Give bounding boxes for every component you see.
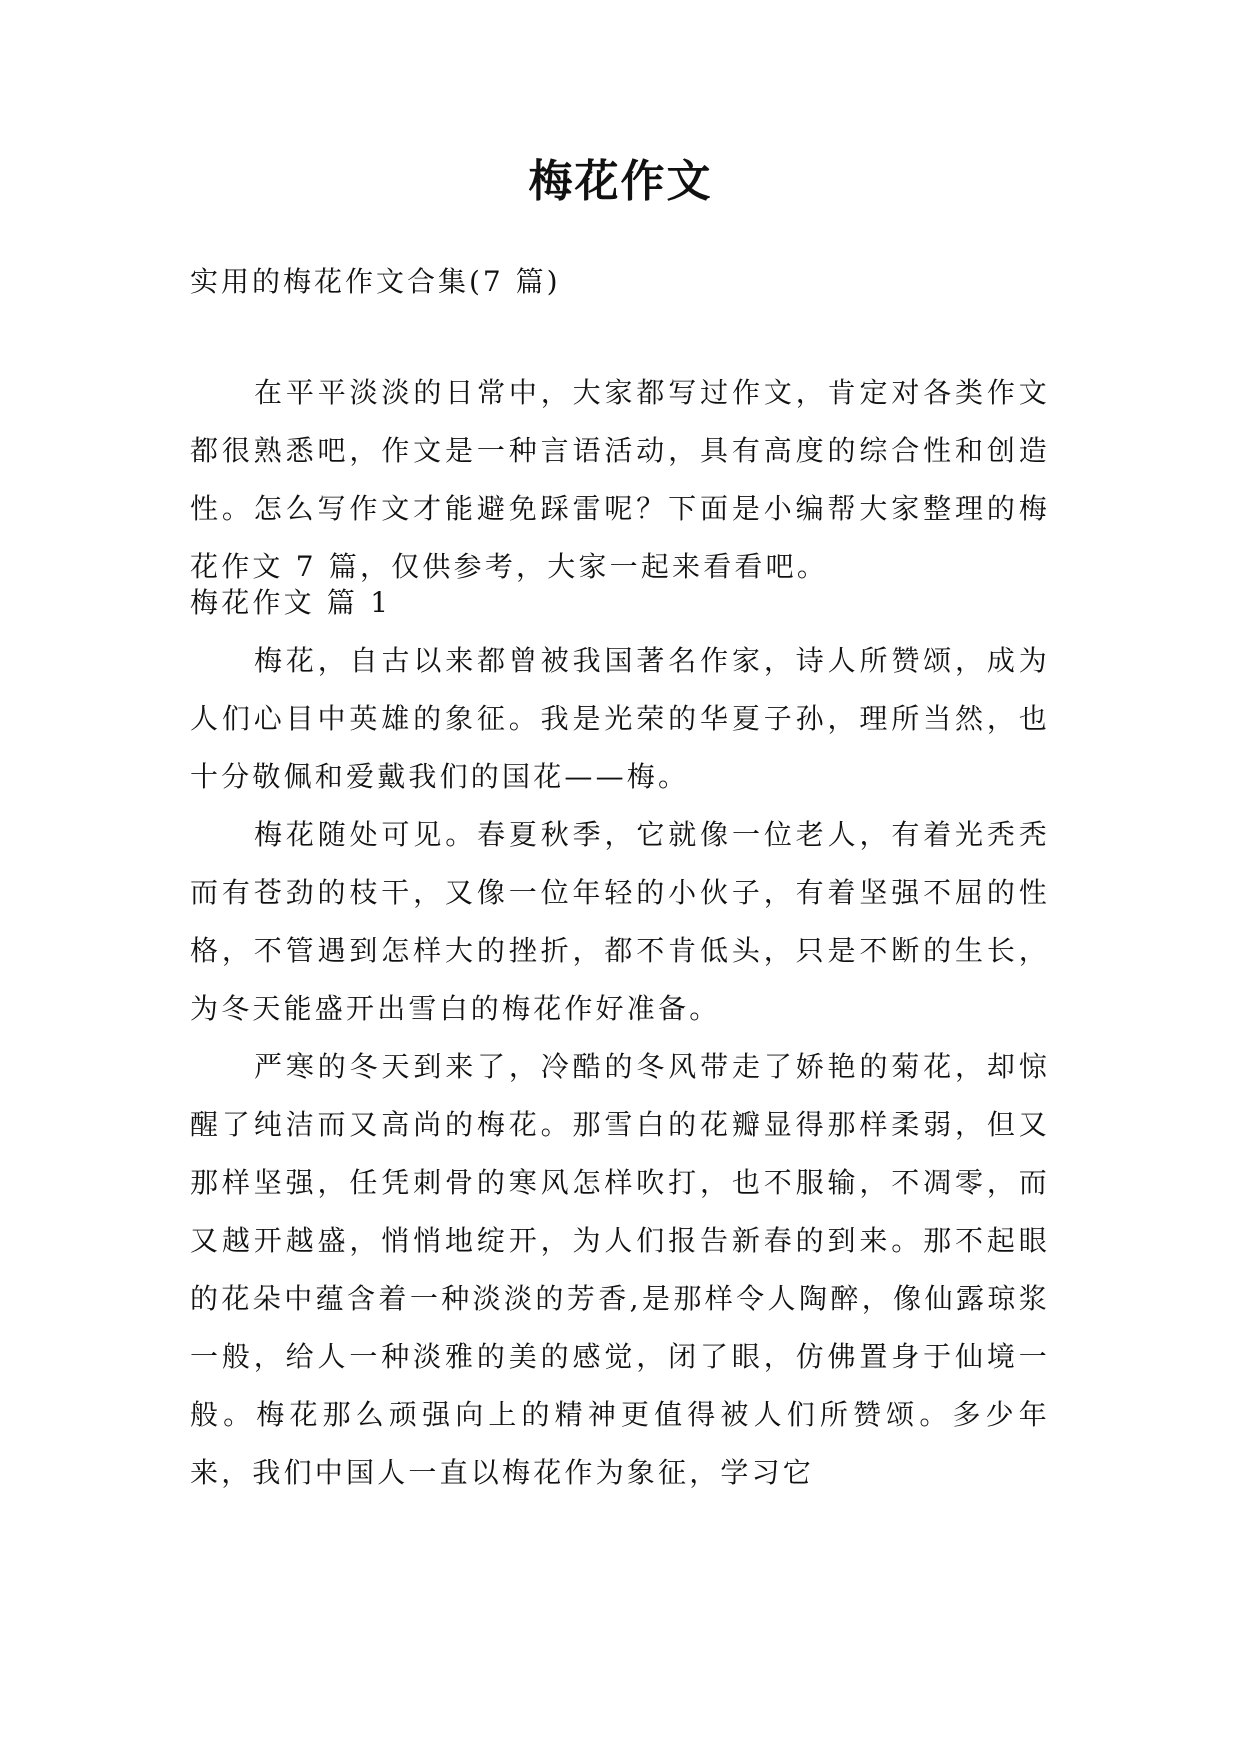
section-heading: 梅花作文 篇 1 <box>190 586 392 619</box>
essay-block <box>190 574 1050 1502</box>
essay-paragraph: 梅花随处可见。春夏秋季，它就像一位老人，有着光秃秃而有苍劲的枝干，又像一位年轻的小伙子，有着坚强不屈的性格，不管遇到怎样大的挫折，都不肯低头，只是不断的生长，为冬天能盛开出雪白的梅花作好准备。 <box>190 818 1050 1025</box>
intro-block <box>190 364 1050 596</box>
document-subtitle: 实用的梅花作文合集(7 篇) <box>190 265 561 298</box>
document-title: 梅花作文 <box>528 156 713 207</box>
essay-paragraph: 严寒的冬天到来了，冷酷的冬风带走了娇艳的菊花，却惊醒了纯洁而又高尚的梅花。那雪白的花瓣显得那样柔弱，但又那样坚强，任凭刺骨的寒风怎样吹打，也不服输，不凋零，而又越开越盛，悄悄地绽开，为人们报告新春的到来。那不起眼的花朵中蕴含着一种淡淡的芳香,是那样令人陶醉，像仙露琼浆一般，给人一种淡雅的美的感觉，闭了眼，仿佛置身于仙境一般。梅花那么顽强向上的精神更值得被人们所赞颂。多少年来，我们中国人一直以梅花作为象征，学习它 <box>190 1050 1050 1489</box>
intro-paragraph: 在平平淡淡的日常中，大家都写过作文，肯定对各类作文都很熟悉吧，作文是一种言语活动，具有高度的综合性和创造性。怎么写作文才能避免踩雷呢？下面是小编帮大家整理的梅花作文 7 篇，仅供参考，大家一起来看看吧。 <box>190 376 1050 583</box>
essay-paragraph: 梅花，自古以来都曾被我国著名作家，诗人所赞颂，成为人们心目中英雄的象征。我是光荣的华夏子孙，理所当然，也十分敬佩和爱戴我们的国花——梅。 <box>190 644 1050 793</box>
